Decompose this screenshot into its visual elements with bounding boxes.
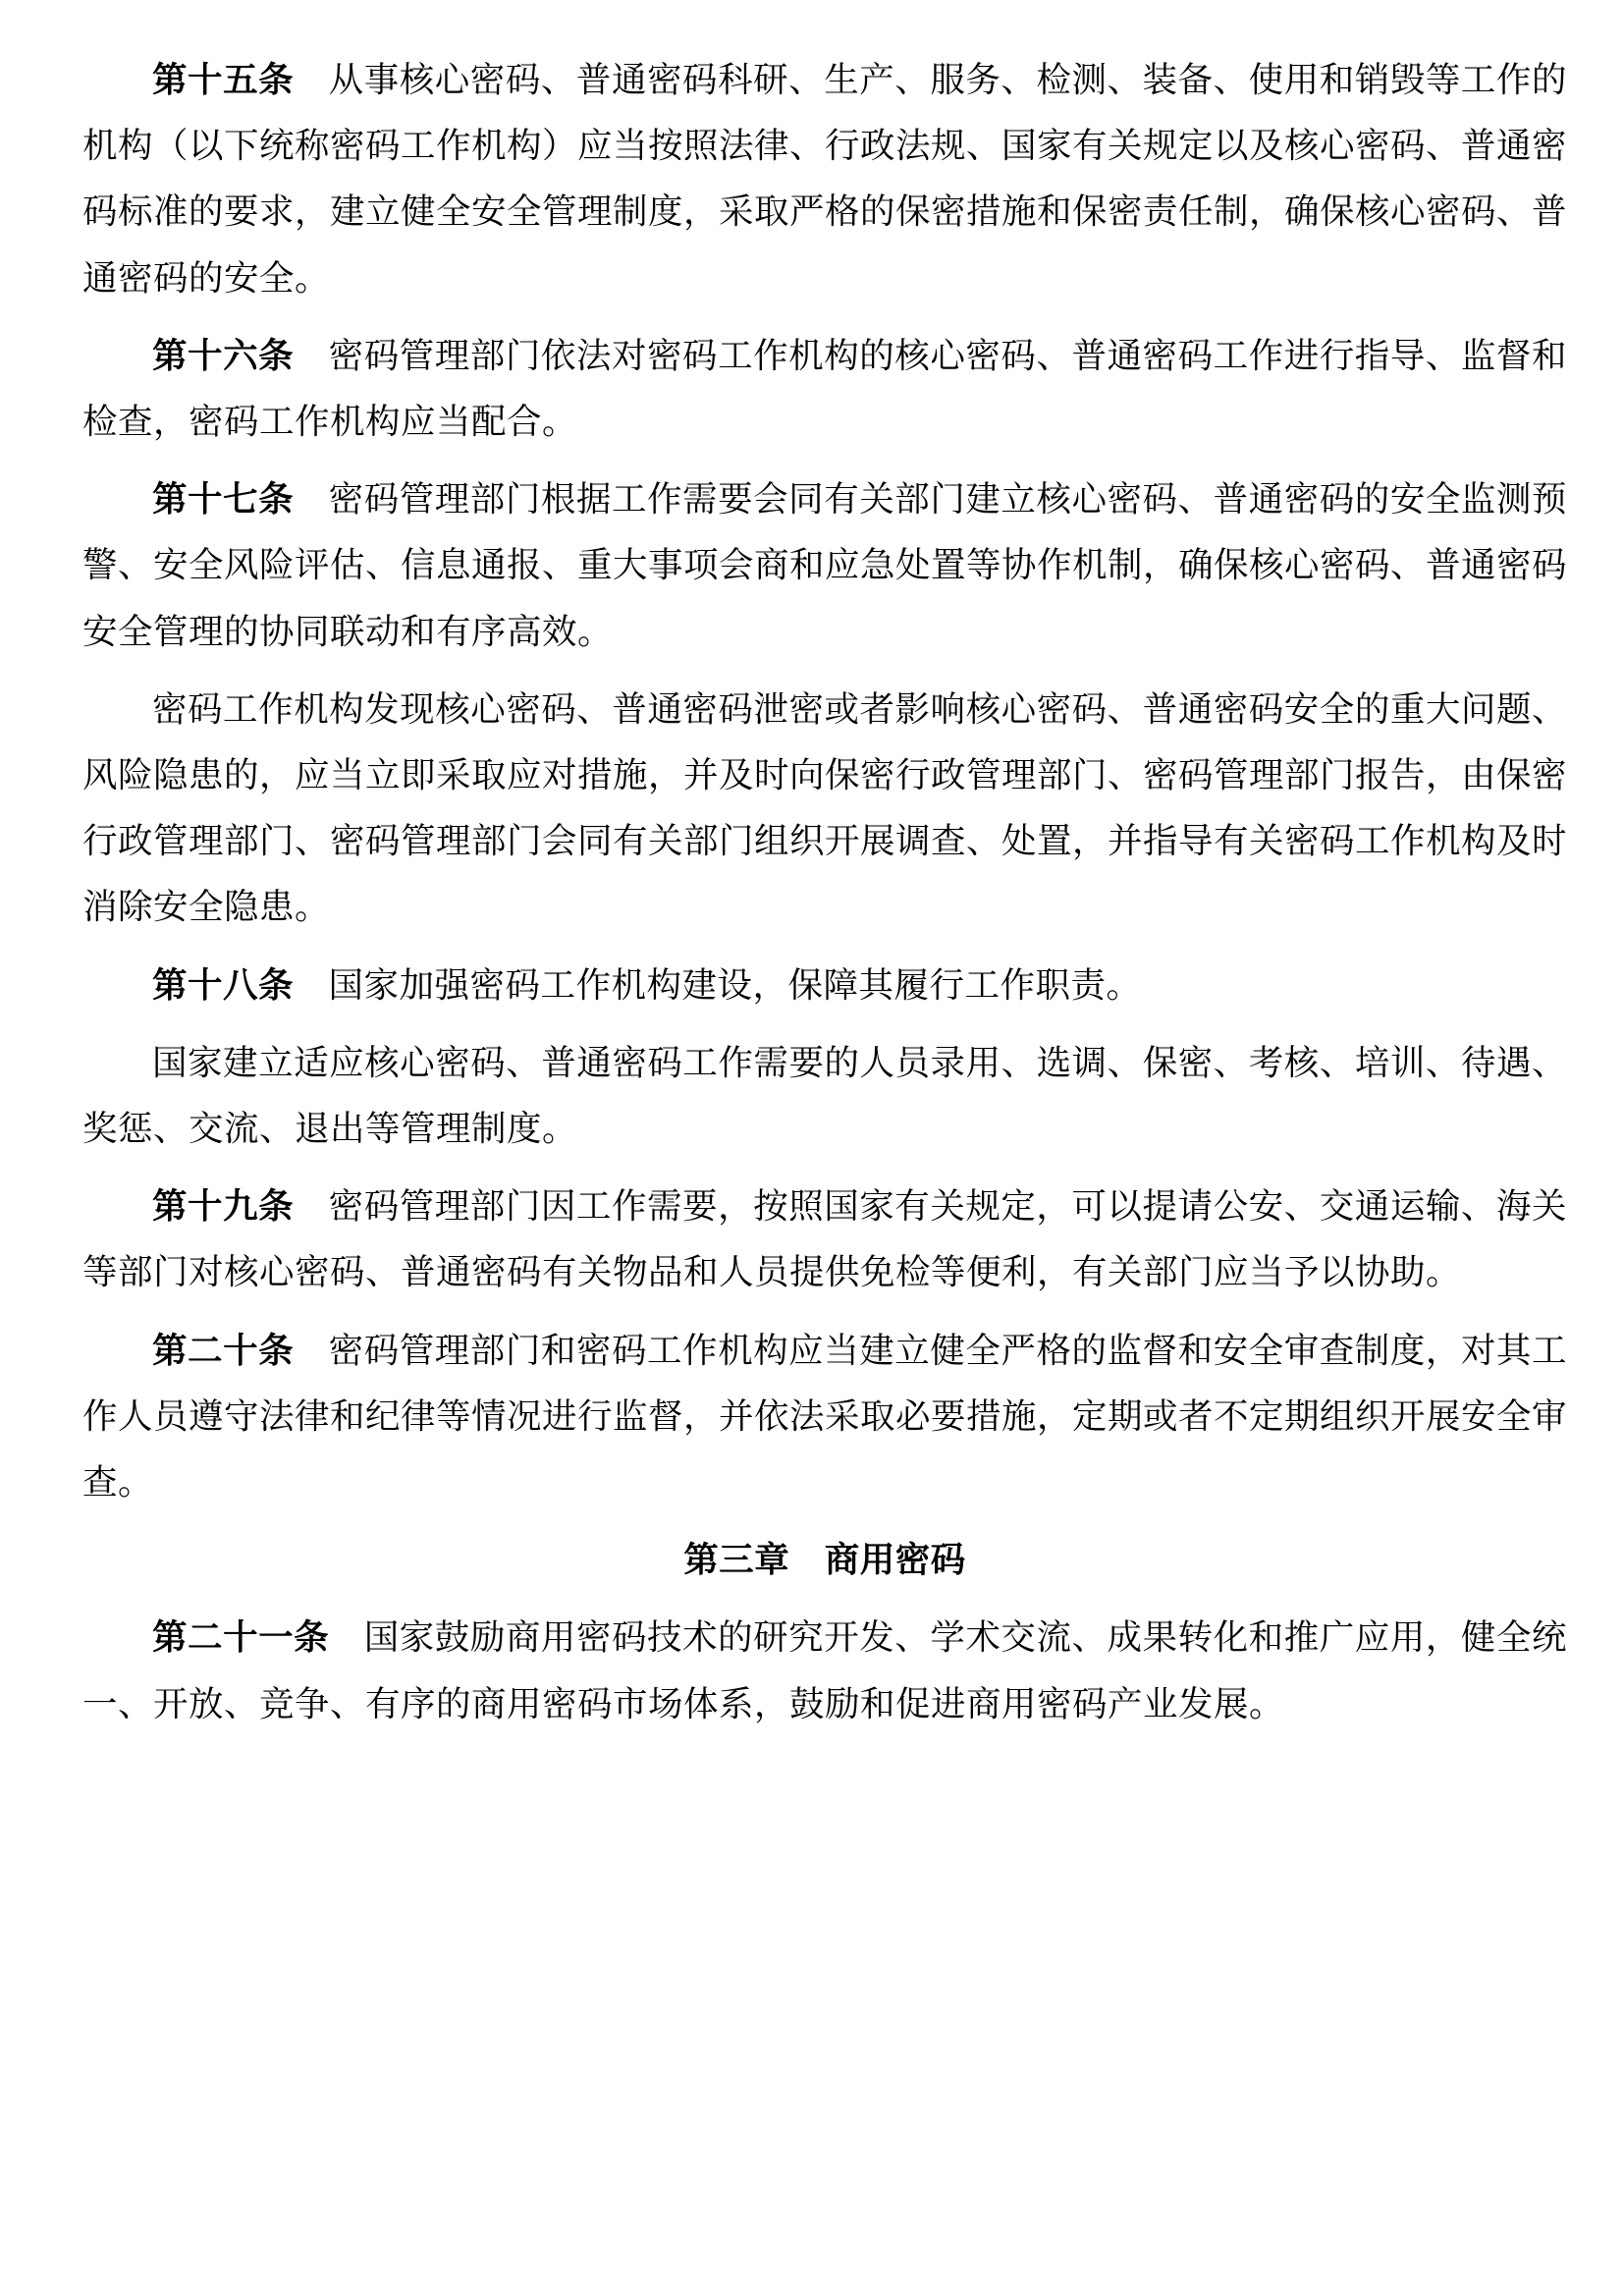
- article-number: 第十六条: [152, 335, 295, 376]
- paragraph-text: 密码工作机构发现核心密码、普通密码泄密或者影响核心密码、普通密码安全的重大问题、风险隐患的，应当立即采取应对措施，并及时向保密行政管理部门、密码管理部门报告，由保密行政管理部门、密码管理部门会同有关部门组织开展调查、处置，并指导有关密码工作机构及时消除安全隐患。: [82, 688, 1568, 928]
- article-17-paragraph-2: [82, 677, 1567, 941]
- article-text: 密码管理部门根据工作需要会同有关部门建立核心密码、普通密码的安全监测预警、安全风险评估、信息通报、重大事项会商和应急处置等协作机制，确保核心密码、普通密码安全管理的协同联动和有序高效。: [82, 479, 1568, 652]
- paragraph-text: 国家建立适应核心密码、普通密码工作需要的人员录用、选调、保密、考核、培训、待遇、奖惩、交流、退出等管理制度。: [82, 1042, 1567, 1150]
- article-number: 第十七条: [152, 479, 295, 520]
- article-text: 密码管理部门和密码工作机构应当建立健全严格的监督和安全审查制度，对其工作人员遵守法律和纪律等情况进行监督，并依法采取必要措施，定期或者不定期组织开展安全审查。: [82, 1330, 1568, 1503]
- article-number: 第十八条: [152, 964, 295, 1006]
- chapter-number: 第三章: [683, 1540, 790, 1581]
- article-19: [82, 1174, 1567, 1305]
- chapter-heading: [82, 1527, 1567, 1593]
- article-text: 密码管理部门依法对密码工作机构的核心密码、普通密码工作进行指导、监督和检查，密码工作机构应当配合。: [82, 335, 1567, 443]
- document-page: [82, 47, 1567, 1737]
- article-number: 第二十条: [152, 1330, 295, 1371]
- article-number: 第二十一条: [152, 1617, 330, 1659]
- article-text: 国家鼓励商用密码技术的研究开发、学术交流、成果转化和推广应用，健全统一、开放、竞争、有序的商用密码市场体系，鼓励和促进商用密码产业发展。: [82, 1617, 1567, 1724]
- article-text: 密码管理部门因工作需要，按照国家有关规定，可以提请公安、交通运输、海关等部门对核心密码、普通密码有关物品和人员提供免检等便利，有关部门应当予以协助。: [82, 1186, 1567, 1293]
- article-number: 第十五条: [152, 60, 295, 100]
- article-20: [82, 1318, 1567, 1516]
- article-18-paragraph-2: [82, 1030, 1567, 1162]
- article-number: 第十九条: [152, 1186, 295, 1228]
- article-18: [82, 953, 1567, 1018]
- article-text: 从事核心密码、普通密码科研、生产、服务、检测、装备、使用和销毁等工作的机构（以下统称密码工作机构）应当按照法律、行政法规、国家有关规定以及核心密码、普通密码标准的要求，建立健全安全管理制度，采取严格的保密措施和保密责任制，确保核心密码、普通密码的安全。: [82, 60, 1568, 299]
- article-16: [82, 323, 1567, 455]
- article-17: [82, 466, 1567, 665]
- article-21: [82, 1605, 1567, 1736]
- chapter-title: 商用密码: [824, 1540, 966, 1581]
- article-text: 国家加强密码工作机构建设，保障其履行工作职责。: [328, 964, 1142, 1006]
- article-15: [82, 47, 1567, 311]
